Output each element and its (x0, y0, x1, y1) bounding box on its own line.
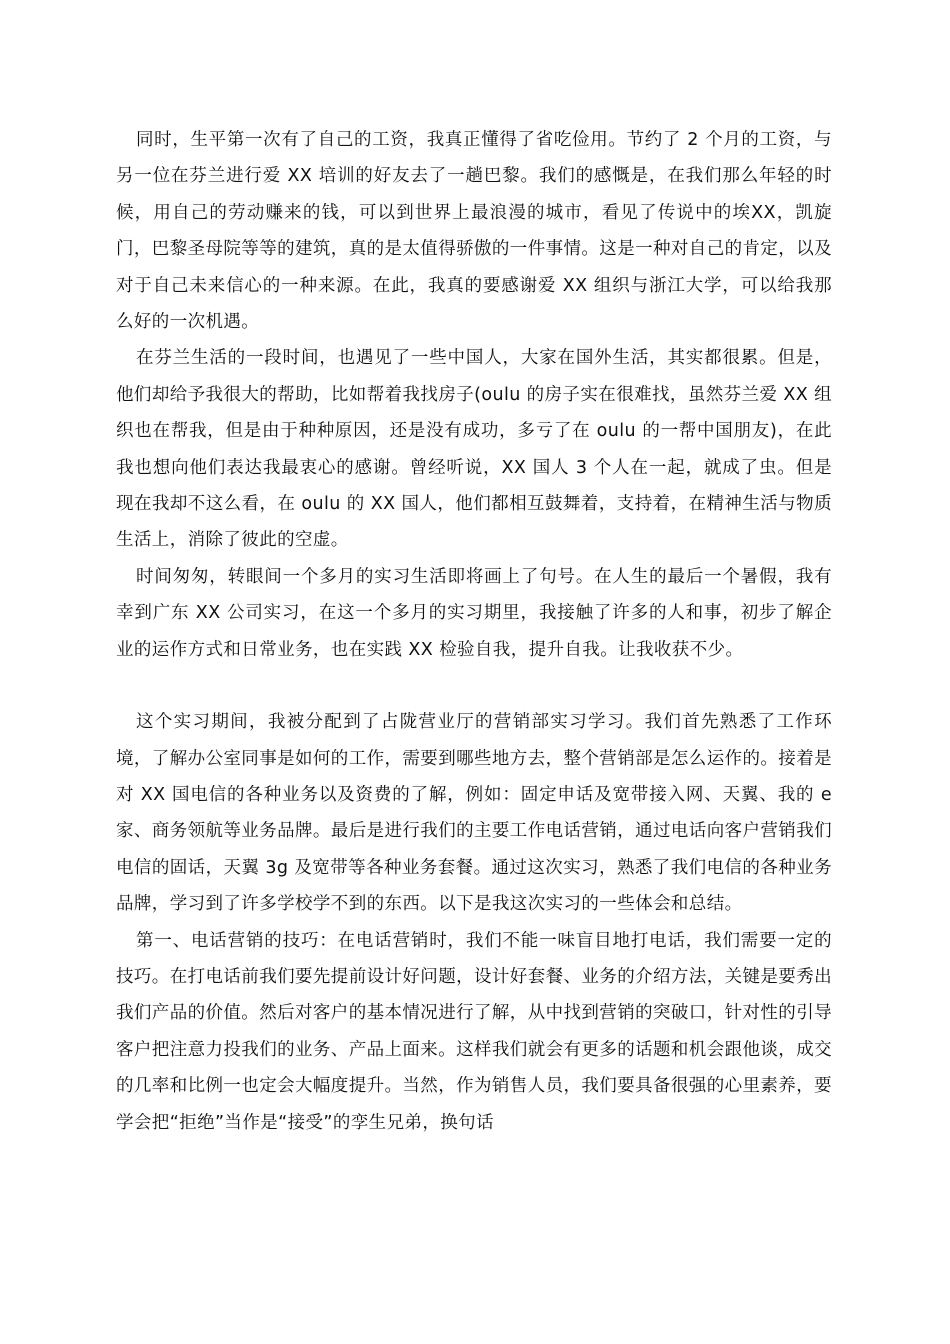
paragraph-spacer (116, 668, 832, 704)
paragraph-internship-duties: 这个实习期间，我被分配到了占陇营业厅的营销部实习学习。我们首先熟悉了工作环境，了解办公室同事是如何的工作，需要到哪些地方去，整个营销部是怎么运作的。接着是对 XX 国电信的各种业务以及资费的了解，例如：固定申话及宽带接入网、天翼、我的 e 家、商务领航等业务品牌。最后是进行我们的主要工作电话营销，通过电话向客户营销我们电信的固话，天翼 3g 及宽带等各种业务套餐。通过这次实习，熟悉了我们电信的各种业务品牌，学习到了许多学校学不到的东西。以下是我这次实习的一些体会和总结。 (116, 712, 832, 915)
document-body (116, 122, 832, 1141)
paragraph-life-in-finland: 在芬兰生活的一段时间，也遇见了一些中国人，大家在国外生活，其实都很累。但是，他们却给予我很大的帮助，比如帮着我找房子(oulu 的房子实在很难找，虽然芬兰爱 XX 组织也在帮我，但是由于种种原因，还是没有成功，多亏了在 oulu 的一帮中国朋友)，在此我也想向他们表达我最衷心的感谢。曾经听说，XX 国人 3 个人在一起，就成了虫。但是现在我却不这么看，在 oulu 的 XX 国人，他们都相互鼓舞着，支持着，在精神生活与物质生活上，消除了彼此的空虚。 (116, 348, 832, 551)
paragraph-telemarketing-skills: 第一、电话营销的技巧：在电话营销时，我们不能一味盲目地打电话，我们需要一定的技巧。在打电话前我们要先提前设计好问题，设计好套餐、业务的介绍方法，关键是要秀出我们产品的价值。然后对客户的基本情况进行了解，从中找到营销的突破口，针对性的引导客户把注意力投我们的业务、产品上面来。这样我们就会有更多的话题和机会跟他谈，成交的几率和比例一也定会大幅度提升。当然，作为销售人员，我们要具备很强的心里素养，要学会把“拒绝”当作是“接受”的孪生兄弟，换句话 (116, 930, 832, 1133)
paragraph-internship-summary: 时间匆匆，转眼间一个多月的实习生活即将画上了句号。在人生的最后一个暑假，我有幸到广东 XX 公司实习，在这一个多月的实习期里，我接触了许多的人和事，初步了解企业的运作方式和日常业务，也在实践 XX 检验自我，提升自我。让我收获不少。 (116, 566, 832, 660)
paragraph-salary-paris: 同时，生平第一次有了自己的工资，我真正懂得了省吃俭用。节约了 2 个月的工资，与另一位在芬兰进行爱 XX 培训的好友去了一趟巴黎。我们的感慨是，在我们那么年轻的时候，用自己的劳动赚来的钱，可以到世界上最浪漫的城市，看见了传说中的埃XX，凯旋门，巴黎圣母院等等的建筑，真的是太值得骄傲的一件事情。这是一种对自己的肯定，以及对于自己未来信心的一种来源。在此，我真的要感谢爱 XX 组织与浙江大学，可以给我那么好的一次机遇。 (116, 130, 832, 333)
